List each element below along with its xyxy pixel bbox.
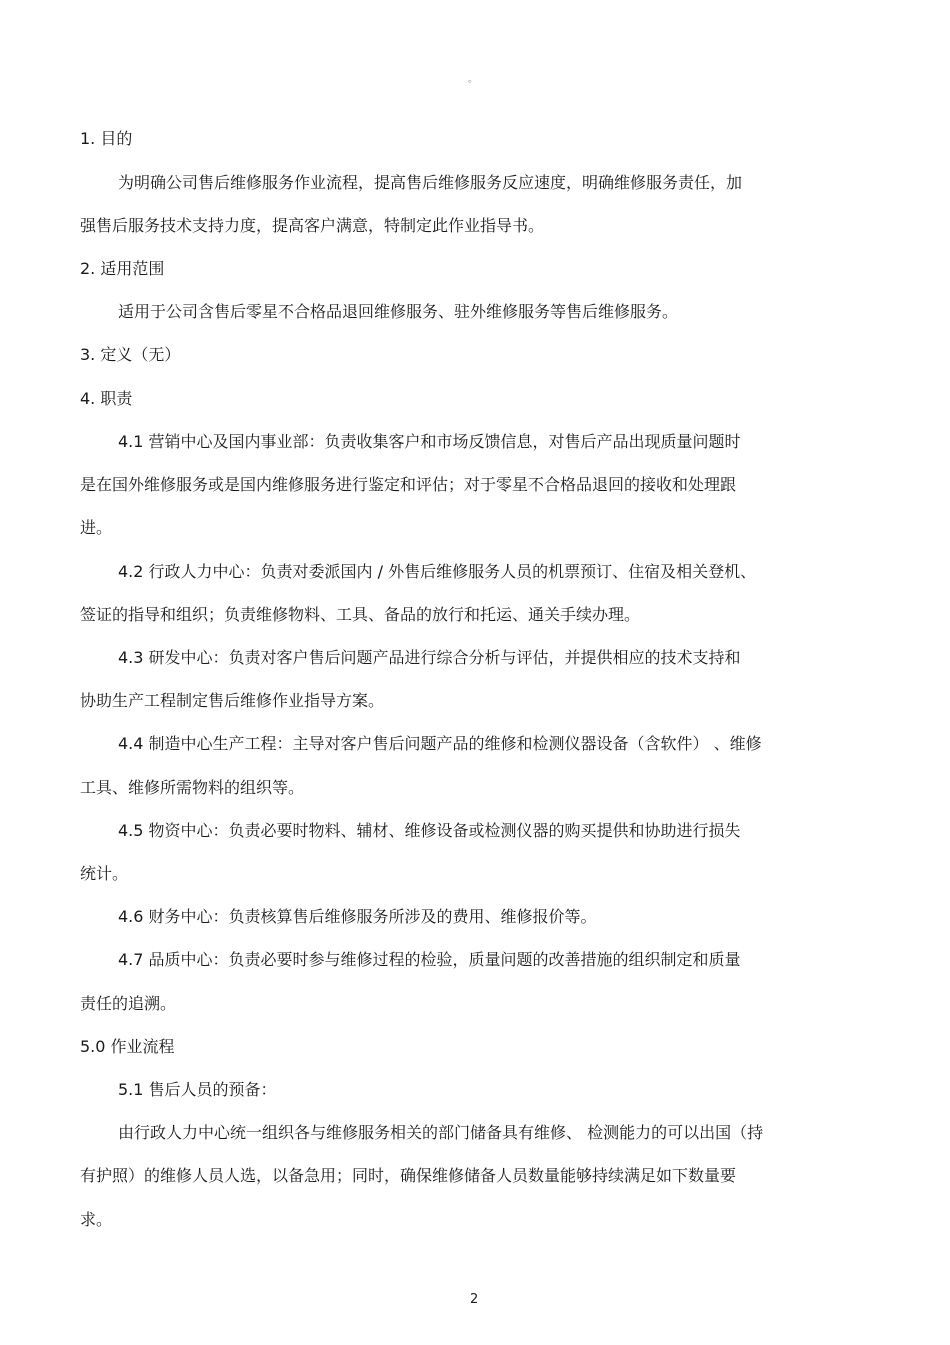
- paragraph-line: 统计。: [80, 864, 129, 883]
- paragraph-line: 4.5 物资中心：负责必要时物料、辅材、维修设备或检测仪器的购买提供和协助进行损失: [118, 821, 741, 840]
- paragraph-line: 由行政人力中心统一组织各与维修服务相关的部门储备具有维修、 检测能力的可以出国（持: [118, 1123, 764, 1142]
- subheading: 5.1 售后人员的预备：: [118, 1080, 277, 1099]
- heading-workflow: 5.0 作业流程: [80, 1037, 175, 1056]
- page-number: 2: [470, 1292, 479, 1307]
- paragraph-line: 是在国外维修服务或是国内维修服务进行鉴定和评估；对于零星不合格品退回的接收和处理跟: [80, 475, 737, 494]
- paragraph-line: 协助生产工程制定售后维修作业指导方案。: [80, 691, 385, 710]
- paragraph-line: 进。: [80, 518, 113, 537]
- paragraph-line: 4.2 行政人力中心：负责对委派国内 / 外售后维修服务人员的机票预订、住宿及相关登机、: [118, 562, 757, 581]
- heading-definition: 3. 定义（无）: [80, 345, 181, 364]
- paragraph-line: 适用于公司含售后零星不合格品退回维修服务、驻外维修服务等售后维修服务。: [118, 302, 679, 321]
- paragraph-line: 为明确公司售后维修服务作业流程，提高售后维修服务反应速度，明确维修服务责任，加: [118, 173, 743, 192]
- paragraph-line: 工具、维修所需物料的组织等。: [80, 778, 305, 797]
- paragraph-line: 责任的追溯。: [80, 994, 177, 1013]
- paragraph-line: 4.6 财务中心：负责核算售后维修服务所涉及的费用、维修报价等。: [118, 907, 597, 926]
- paragraph-line: 强售后服务技术支持力度，提高客户满意，特制定此作业指导书。: [80, 216, 545, 235]
- paragraph-line: 4.1 营销中心及国内事业部：负责收集客户和市场反馈信息，对售后产品出现质量问题时: [118, 432, 741, 451]
- paragraph-line: 4.7 品质中心：负责必要时参与维修过程的检验，质量问题的改善措施的组织制定和质量: [118, 950, 741, 969]
- heading-scope: 2. 适用范围: [80, 259, 165, 278]
- heading-purpose: 1. 目的: [80, 129, 133, 148]
- heading-duties: 4. 职责: [80, 389, 133, 408]
- paragraph-line: 有护照）的维修人员人选，以备急用；同时，确保维修储备人员数量能够持续满足如下数量要: [80, 1166, 737, 1185]
- paragraph-line: 签证的指导和组织；负责维修物料、工具、备品的放行和托运、通关手续办理。: [80, 605, 641, 624]
- paragraph-line: 4.3 研发中心：负责对客户售后问题产品进行综合分析与评估，并提供相应的技术支持和: [118, 648, 741, 667]
- top-mark: 。: [468, 74, 478, 85]
- paragraph-line: 4.4 制造中心生产工程：主导对客户售后问题产品的维修和检测仪器设备（含软件） 、维修: [118, 734, 762, 753]
- paragraph-line: 求。: [80, 1210, 113, 1229]
